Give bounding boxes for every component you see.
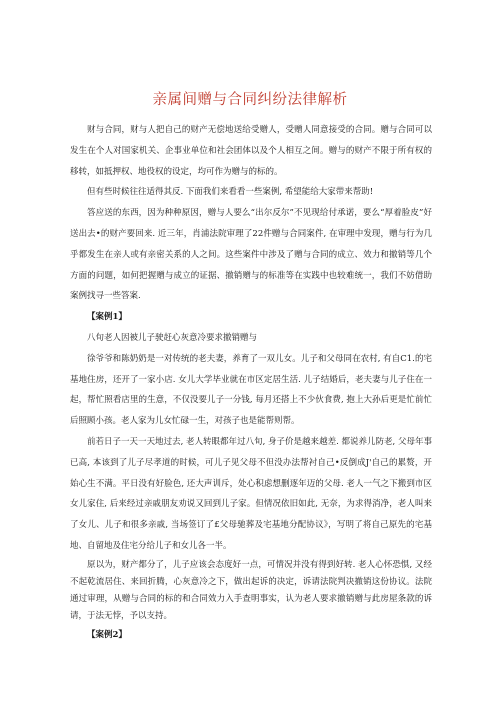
document-body xyxy=(70,120,432,646)
body-paragraph: 答应送的东西，因为种种原因，赠与人要么“出尔反尔”不见现给付承诺，要么“厚着脸皮”好送出去•的财产要回来. 近三年，肖浦法院审理了22件赠与合同案件, 在审理中发现，赠与行为几乎都发生在亲人或有亲密关系的人之间。这些案件中涉及了赠与合同的成立、效力和撤销等几个方面的问题，如何把握赠与成立的证据、撤销赠与的标准等在实践中也较难统一，我们不妨借助案例找寻一些答案. xyxy=(70,208,432,302)
body-paragraph: 前若日子一天一天地过去, 老人转眼都年过八旬, 身子价是越来越差. 都说养儿防老, 父母年事已高, 本该到了儿子尽孝道的时候，可儿子见父母不但没办法帮衬自己•反倒成J'自己的累赘，开始心生不满。平日没有好脸色, 还大声训斥，处心积虑想删逐年迈的父母. 老人一气之下搬到市区女儿家住, 后来经过亲戚朋友劝说又回到儿子家。但情况依旧如此, 无奈，为求得消净，老人叫来了女儿、儿子和很多亲戚, 当场签订了£父母驰葬及宅基地分配协议》，写明了将自己原先的宅基地、自留地及住宅分给儿子和女儿各一半。 xyxy=(70,436,432,551)
body-paragraph: 原以为，财产都分了，儿子应该会态度好一点，可情况并没有得到好转. 老人心怀恐惧, 又经不起乾流居住、来回折腾，心灰意冷之下，做出起诉的决定，诉请法院判决撤销这份协议。法院通过审理，从赠与合同的标的和合同效力入手查明事实，认为老人要求撤销赠与此房屋条款的诉请，于法无悖，予以支持。 xyxy=(70,559,432,621)
document-title: 亲属间赠与合同纠纷法律解析 xyxy=(152,92,348,108)
body-paragraph: 财与合同，财与人把自己的财产无偿地送给受赠人，受赠人同意接受的合同。赠与合同可以发生在个人对国家机关、企事业单位和社会团体以及个人相互之间。赠与的财产不限于所有权的移转，如抵押权、地役权的设定，均可作为赠与的标的。 xyxy=(70,125,432,177)
case-heading: 【案例2】 xyxy=(87,629,127,640)
body-paragraph: 但有些时候往往适得其反. 下面我们来看看一些案例, 希望能给大家带来帮助! xyxy=(87,187,374,198)
body-paragraph: 徐爷爷和陈奶奶是一对传统的老夫妻，养育了一双儿女。儿子和父母同在农村, 有自C1.的宅基地住房，还开了一家小店. 女儿大学毕业就在市区定居生活. 儿子结婚后，老夫妻与儿子住在一起，帮忙照看店里的生意，不仅没要儿子一分钱, 每月还搭上不少伙食费, 抱上大孙后更是忙前忙后照顾小孩。老人家为儿女忙碌一生，对孩子也是能帮则帮。 xyxy=(70,353,432,427)
case-heading: 【案例1】 xyxy=(87,312,127,323)
body-paragraph: 八旬老人因被儿子驶赶心灰意冷要求撤销赠与 xyxy=(87,332,258,343)
